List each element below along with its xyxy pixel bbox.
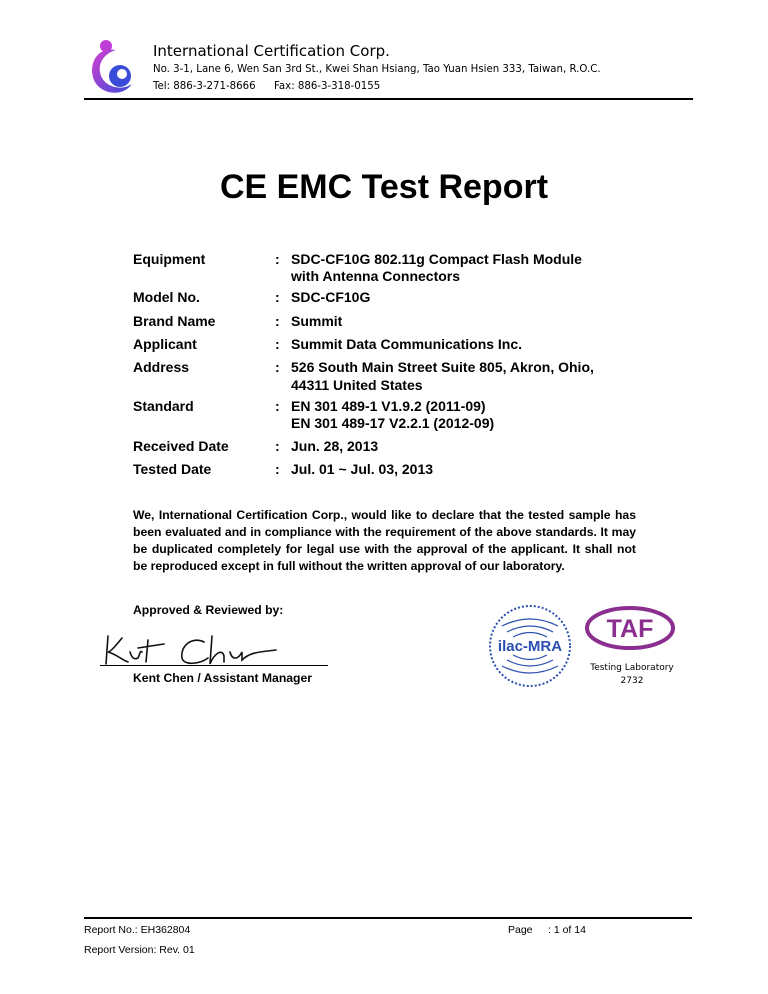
field-label-tested-date: Tested Date xyxy=(133,461,212,477)
taf-logo xyxy=(584,604,676,652)
page-number: : 1 of 14 xyxy=(548,924,586,936)
field-colon: : xyxy=(275,461,280,477)
report-version: Report Version: Rev. 01 xyxy=(84,944,195,956)
field-colon: : xyxy=(275,313,280,329)
taf-number: 2732 xyxy=(620,676,644,686)
field-value-address-2: 44311 United States xyxy=(291,377,423,393)
signature-image xyxy=(100,630,300,670)
header-divider xyxy=(84,98,693,100)
icc-logo xyxy=(86,36,138,98)
field-colon: : xyxy=(275,359,280,375)
field-label-applicant: Applicant xyxy=(133,336,197,352)
report-title: CE EMC Test Report xyxy=(219,168,549,206)
svg-text:TAF: TAF xyxy=(606,615,654,643)
field-label-received-date: Received Date xyxy=(133,438,229,454)
page-label: Page xyxy=(508,924,533,936)
field-colon: : xyxy=(275,398,280,414)
field-colon: : xyxy=(275,438,280,454)
report-number: Report No.: EH362804 xyxy=(84,924,191,936)
company-tel: Tel: 886-3-271-8666 xyxy=(153,81,256,92)
field-label-equipment: Equipment xyxy=(133,251,206,267)
company-fax: Fax: 886-3-318-0155 xyxy=(274,81,381,92)
declaration-text: We, International Certification Corp., would like to declare that the tested sample has been evaluated and in compliance with the requirement of the above standards. It may be duplicated completely for legal use with the approval of the applicant. It shall not be reproduced except in full without the written approval of our laboratory. xyxy=(133,508,636,573)
field-value-brand: Summit xyxy=(291,313,343,329)
field-colon: : xyxy=(275,251,280,267)
taf-caption: Testing Laboratory xyxy=(590,663,674,673)
field-value-address: 526 South Main Street Suite 805, Akron, Ohio, xyxy=(291,359,594,375)
company-address: No. 3-1, Lane 6, Wen San 3rd St., Kwei Shan Hsiang, Tao Yuan Hsien 333, Taiwan, R.O.C. xyxy=(153,64,601,75)
svg-text:ilac-MRA: ilac-MRA xyxy=(497,638,563,655)
approval-heading: Approved & Reviewed by: xyxy=(133,603,284,617)
field-label-brand: Brand Name xyxy=(133,313,216,329)
field-label-model: Model No. xyxy=(133,289,200,305)
field-value-applicant: Summit Data Communications Inc. xyxy=(291,336,523,352)
field-label-standard: Standard xyxy=(133,398,194,414)
signature-line xyxy=(100,665,328,666)
field-value-model: SDC-CF10G xyxy=(291,289,371,305)
field-value-standard-2: EN 301 489-17 V2.2.1 (2012-09) xyxy=(291,415,495,431)
field-colon: : xyxy=(275,336,280,352)
field-colon: : xyxy=(275,289,280,305)
field-label-address: Address xyxy=(133,359,190,375)
footer-divider xyxy=(84,917,692,919)
field-value-equipment: SDC-CF10G 802.11g Compact Flash Module xyxy=(291,251,582,267)
signer-name: Kent Chen / Assistant Manager xyxy=(133,671,313,685)
ilac-mra-logo xyxy=(487,604,573,688)
field-value-tested-date: Jul. 01 ~ Jul. 03, 2013 xyxy=(291,461,434,477)
company-name: International Certification Corp. xyxy=(153,42,390,60)
field-value-received-date: Jun. 28, 2013 xyxy=(291,438,379,454)
field-value-standard: EN 301 489-1 V1.9.2 (2011-09) xyxy=(291,398,486,414)
field-value-equipment-2: with Antenna Connectors xyxy=(291,268,461,284)
